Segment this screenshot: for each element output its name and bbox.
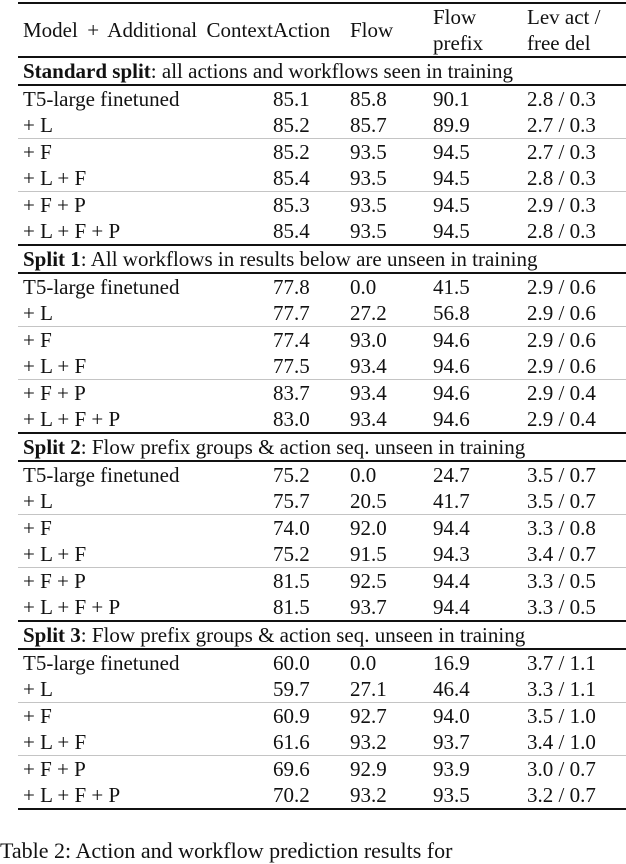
table-row (18, 703, 626, 730)
cell-flow: 93.4 (350, 381, 387, 405)
cell-model: T5-large finetuned (23, 87, 180, 111)
cell-model: + F (23, 328, 52, 352)
section-title-rest: : All workflows in results below are unseen in training (80, 247, 538, 271)
section-title-row (18, 433, 626, 461)
cell-flow: 92.5 (350, 569, 387, 593)
cell-lev: 2.9 / 0.6 (527, 354, 596, 378)
cell-model: + L + F (23, 542, 87, 566)
cell-lev: 2.8 / 0.3 (527, 166, 596, 190)
cell-action: 85.4 (273, 166, 310, 190)
cell-flow-prefix: 89.9 (433, 113, 470, 137)
table-row (18, 594, 626, 621)
cell-model: + F (23, 704, 52, 728)
section-title (18, 433, 626, 461)
cell-lev: 2.8 / 0.3 (527, 87, 596, 111)
section-title-row (18, 57, 626, 85)
cell-lev: 3.5 / 0.7 (527, 489, 596, 513)
cell-flow-prefix: 56.8 (433, 301, 470, 325)
cell-flow: 27.1 (350, 677, 387, 701)
cell-flow: 0.0 (350, 275, 377, 299)
cell-lev: 2.7 / 0.3 (527, 113, 596, 137)
table-row (18, 756, 626, 783)
cell-lev: 2.9 / 0.6 (527, 275, 596, 299)
cell-lev: 2.9 / 0.6 (527, 301, 596, 325)
cell-action: 77.8 (273, 275, 310, 299)
cell-model: + L (23, 113, 53, 137)
cell-flow-prefix: 94.4 (433, 569, 470, 593)
cell-flow-prefix: 24.7 (433, 463, 470, 487)
cell-model: + F + P (23, 381, 86, 405)
cell-lev: 3.3 / 0.5 (527, 569, 596, 593)
table-row (18, 649, 626, 676)
cell-flow: 92.9 (350, 757, 387, 781)
cell-flow: 20.5 (350, 489, 387, 513)
cell-lev: 3.4 / 0.7 (527, 542, 596, 566)
table-row (18, 192, 626, 219)
table-row (18, 300, 626, 327)
cell-flow: 91.5 (350, 542, 387, 566)
cell-model: + L + F + P (23, 219, 121, 243)
cell-lev: 3.3 / 0.5 (527, 595, 596, 619)
cell-flow: 27.2 (350, 301, 387, 325)
header-model: Model + Additional Context (23, 18, 273, 42)
cell-flow-prefix: 94.5 (433, 193, 470, 217)
cell-action: 85.4 (273, 219, 310, 243)
cell-model: + F (23, 140, 52, 164)
cell-lev: 2.9 / 0.3 (527, 193, 596, 217)
cell-lev: 3.7 / 1.1 (527, 651, 596, 675)
table-row (18, 139, 626, 166)
cell-flow-prefix: 46.4 (433, 677, 470, 701)
cell-flow: 92.7 (350, 704, 387, 728)
table-row (18, 541, 626, 568)
cell-action: 61.6 (273, 730, 310, 754)
header-action: Action (273, 18, 331, 42)
cell-flow: 85.7 (350, 113, 387, 137)
cell-flow-prefix: 94.6 (433, 328, 470, 352)
table-row (18, 380, 626, 407)
cell-flow-prefix: 94.6 (433, 407, 470, 431)
cell-action: 75.2 (273, 542, 310, 566)
table-row (18, 461, 626, 488)
cell-action: 75.2 (273, 463, 310, 487)
cell-flow-prefix: 94.0 (433, 704, 470, 728)
cell-flow-prefix: 93.9 (433, 757, 470, 781)
table-row (18, 406, 626, 433)
results-table (18, 2, 626, 810)
cell-model: + F (23, 516, 52, 540)
cell-model: + L + F (23, 166, 87, 190)
table-row (18, 327, 626, 354)
cell-action: 81.5 (273, 569, 310, 593)
table-row (18, 782, 626, 809)
cell-action: 60.0 (273, 651, 310, 675)
cell-lev: 3.5 / 1.0 (527, 704, 596, 728)
table-row (18, 165, 626, 192)
table-row (18, 488, 626, 515)
section-title-rest: : Flow prefix groups & action seq. unseen in training (80, 435, 526, 459)
cell-flow: 93.5 (350, 140, 387, 164)
cell-action: 60.9 (273, 704, 310, 728)
cell-flow: 93.4 (350, 407, 387, 431)
section-title-row (18, 245, 626, 273)
cell-model: + F + P (23, 193, 86, 217)
table-row (18, 676, 626, 703)
section-title (18, 57, 626, 85)
header-flow: Flow (350, 18, 394, 42)
cell-flow-prefix: 41.5 (433, 275, 470, 299)
cell-action: 59.7 (273, 677, 310, 701)
cell-model: T5-large finetuned (23, 463, 180, 487)
cell-action: 85.1 (273, 87, 310, 111)
header-row (18, 3, 626, 57)
section-title (18, 621, 626, 649)
cell-action: 77.4 (273, 328, 310, 352)
table-row (18, 218, 626, 245)
cell-model: + F + P (23, 757, 86, 781)
section-title (18, 245, 626, 273)
cell-lev: 2.7 / 0.3 (527, 140, 596, 164)
table-row (18, 85, 626, 112)
cell-model: + L + F + P (23, 783, 121, 807)
cell-lev: 2.9 / 0.4 (527, 407, 596, 431)
cell-flow: 93.4 (350, 354, 387, 378)
cell-flow: 93.5 (350, 219, 387, 243)
table-row (18, 353, 626, 380)
cell-lev: 3.2 / 0.7 (527, 783, 596, 807)
cell-flow-prefix: 90.1 (433, 87, 470, 111)
cell-model: + L + F + P (23, 407, 121, 431)
header-flow-prefix: Flow prefix (433, 5, 484, 55)
cell-model: + F + P (23, 569, 86, 593)
cell-flow: 93.2 (350, 783, 387, 807)
section-title-rest: : all actions and workflows seen in training (150, 59, 513, 83)
cell-flow: 93.2 (350, 730, 387, 754)
cell-model: + L + F (23, 354, 87, 378)
cell-action: 70.2 (273, 783, 310, 807)
cell-action: 69.6 (273, 757, 310, 781)
cell-flow-prefix: 94.4 (433, 595, 470, 619)
cell-flow-prefix: 93.7 (433, 730, 470, 754)
cell-flow: 93.5 (350, 166, 387, 190)
cell-action: 83.7 (273, 381, 310, 405)
table-row (18, 729, 626, 756)
cell-lev: 2.9 / 0.6 (527, 328, 596, 352)
cell-action: 85.2 (273, 113, 310, 137)
cell-flow: 85.8 (350, 87, 387, 111)
cell-model: + L (23, 489, 53, 513)
cell-flow: 93.0 (350, 328, 387, 352)
table-row (18, 515, 626, 542)
cell-model: + L + F (23, 730, 87, 754)
cell-model: T5-large finetuned (23, 275, 180, 299)
cell-flow: 93.5 (350, 193, 387, 217)
cell-action: 83.0 (273, 407, 310, 431)
cell-flow-prefix: 94.5 (433, 140, 470, 164)
cell-action: 81.5 (273, 595, 310, 619)
cell-model: + L + F + P (23, 595, 121, 619)
table-caption: Table 2: Action and workflow prediction results for (0, 838, 453, 863)
cell-model: + L (23, 301, 53, 325)
section-title-bold: Standard split (23, 59, 151, 83)
cell-flow: 93.7 (350, 595, 387, 619)
cell-lev: 3.3 / 0.8 (527, 516, 596, 540)
cell-flow-prefix: 94.5 (433, 166, 470, 190)
cell-lev: 3.3 / 1.1 (527, 677, 596, 701)
table-row (18, 273, 626, 300)
cell-action: 77.5 (273, 354, 310, 378)
section-title-bold: Split 1 (23, 247, 81, 271)
cell-flow-prefix: 41.7 (433, 489, 470, 513)
cell-action: 85.2 (273, 140, 310, 164)
cell-flow-prefix: 93.5 (433, 783, 470, 807)
cell-model: + L (23, 677, 53, 701)
cell-flow-prefix: 94.6 (433, 354, 470, 378)
cell-action: 77.7 (273, 301, 310, 325)
cell-flow-prefix: 16.9 (433, 651, 470, 675)
cell-lev: 2.9 / 0.4 (527, 381, 596, 405)
cell-action: 85.3 (273, 193, 310, 217)
cell-action: 75.7 (273, 489, 310, 513)
cell-flow-prefix: 94.4 (433, 516, 470, 540)
cell-lev: 3.0 / 0.7 (527, 757, 596, 781)
cell-flow-prefix: 94.3 (433, 542, 470, 566)
section-title-rest: : Flow prefix groups & action seq. unseen in training (80, 623, 526, 647)
section-title-bold: Split 2 (23, 435, 81, 459)
cell-flow-prefix: 94.5 (433, 219, 470, 243)
cell-flow-prefix: 94.6 (433, 381, 470, 405)
cell-action: 74.0 (273, 516, 310, 540)
cell-model: T5-large finetuned (23, 651, 180, 675)
section-title-bold: Split 3 (23, 623, 81, 647)
cell-lev: 3.4 / 1.0 (527, 730, 596, 754)
cell-flow: 0.0 (350, 463, 377, 487)
table-row (18, 568, 626, 595)
table-row (18, 112, 626, 139)
section-title-row (18, 621, 626, 649)
cell-flow: 0.0 (350, 651, 377, 675)
cell-flow: 92.0 (350, 516, 387, 540)
cell-lev: 3.5 / 0.7 (527, 463, 596, 487)
cell-lev: 2.8 / 0.3 (527, 219, 596, 243)
header-lev: Lev act / free del (527, 5, 601, 55)
